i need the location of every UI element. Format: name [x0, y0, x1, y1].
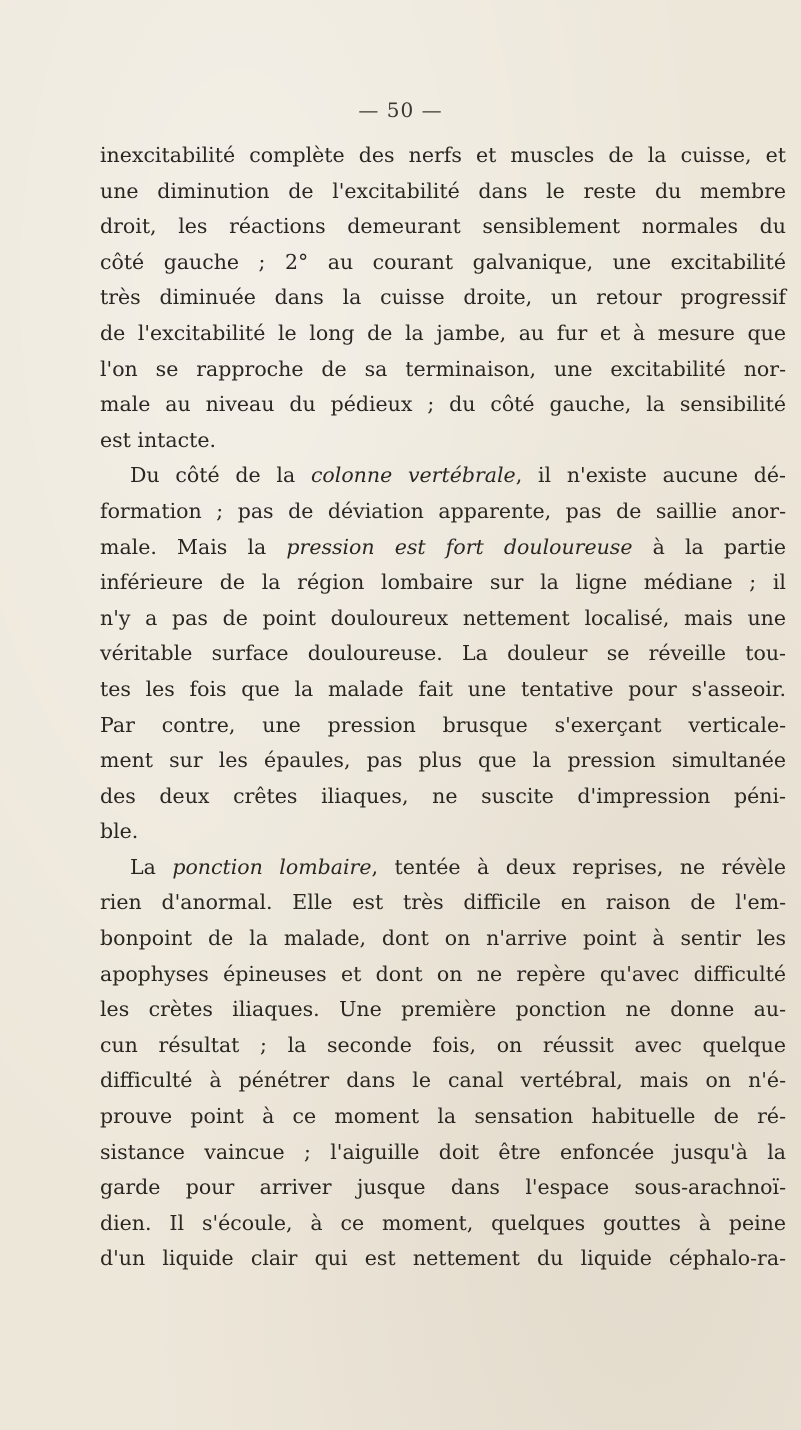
body-text — [100, 138, 786, 1277]
text-line — [100, 636, 786, 672]
text-line — [100, 1170, 786, 1206]
text-line — [100, 458, 786, 494]
text-run: formation ; pas de déviation apparente, pas de saillie anor- — [100, 498, 786, 523]
text-run: garde pour arriver jusque dans l'espace sous-arachnoï- — [100, 1175, 786, 1200]
text-line — [100, 245, 786, 281]
text-line — [100, 1135, 786, 1171]
text-line — [100, 779, 786, 815]
text-run: dien. Il s'écoule, à ce moment, quelques gouttes à peine — [100, 1210, 786, 1235]
text-line — [100, 280, 786, 316]
text-run: La — [130, 854, 173, 879]
text-run: Du côté de la — [130, 463, 311, 488]
text-run: male. Mais la — [100, 534, 287, 559]
text-run: Par contre, une pression brusque s'exerçant verticale- — [100, 712, 786, 737]
text-run: bonpoint de la malade, dont on n'arrive point à sentir les — [100, 926, 786, 951]
text-run: ment sur les épaules, pas plus que la pression simultanée — [100, 748, 786, 773]
text-line — [100, 1206, 786, 1242]
text-line — [100, 423, 786, 459]
text-run: male au niveau du pédieux ; du côté gauche, la sensibilité — [100, 392, 786, 417]
text-run: , tentée à deux reprises, ne révèle — [371, 854, 786, 879]
text-line — [100, 921, 786, 957]
text-run: une diminution de l'excitabilité dans le reste du membre — [100, 178, 786, 203]
text-line — [100, 1063, 786, 1099]
text-run: des deux crêtes iliaques, ne suscite d'impression péni- — [100, 783, 786, 808]
text-run: n'y a pas de point douloureux nettement localisé, mais une — [100, 605, 786, 630]
text-run: côté gauche ; 2° au courant galvanique, une excitabilité — [100, 249, 786, 274]
text-line — [100, 209, 786, 245]
text-run: droit, les réactions demeurant sensiblement normales du — [100, 214, 786, 239]
text-run: de l'excitabilité le long de la jambe, au fur et à mesure que — [100, 320, 786, 345]
text-run: très diminuée dans la cuisse droite, un retour progressif — [100, 285, 786, 310]
text-line — [100, 708, 786, 744]
italic-run: colonne vertébrale — [310, 463, 516, 488]
text-run: cun résultat ; la seconde fois, on réussit avec quelque — [100, 1032, 786, 1057]
text-run: sistance vaincue ; l'aiguille doit être enfoncée jusqu'à la — [100, 1139, 786, 1164]
text-line — [100, 316, 786, 352]
text-run: rien d'anormal. Elle est très difficile en raison de l'em- — [100, 890, 786, 915]
text-run: est intacte. — [100, 427, 216, 452]
text-line — [100, 957, 786, 993]
text-line — [100, 814, 786, 850]
text-line — [100, 885, 786, 921]
text-line — [100, 743, 786, 779]
text-line — [100, 352, 786, 388]
text-line — [100, 494, 786, 530]
text-run: véritable surface douloureuse. La douleur se réveille tou- — [100, 641, 786, 666]
text-line — [100, 672, 786, 708]
text-run: d'un liquide clair qui est nettement du liquide céphalo-ra- — [100, 1246, 786, 1271]
text-run: difficulté à pénétrer dans le canal vertébral, mais on n'é- — [100, 1068, 786, 1093]
text-run: , il n'existe aucune dé- — [515, 463, 786, 488]
text-run: inférieure de la région lombaire sur la ligne médiane ; il — [100, 570, 786, 595]
text-line — [100, 1099, 786, 1135]
text-line — [100, 530, 786, 566]
text-run: l'on se rapproche de sa terminaison, une excitabilité nor- — [100, 356, 786, 381]
text-line — [100, 992, 786, 1028]
text-line — [100, 850, 786, 886]
text-run: les crètes iliaques. Une première ponction ne donne au- — [100, 997, 786, 1022]
text-run: ble. — [100, 819, 139, 844]
text-line — [100, 601, 786, 637]
text-run: inexcitabilité complète des nerfs et muscles de la cuisse, et — [100, 143, 786, 167]
text-line — [100, 1028, 786, 1064]
text-run: apophyses épineuses et dont on ne repère qu'avec difficulté — [100, 961, 786, 986]
text-run: tes les fois que la malade fait une tentative pour s'asseoir. — [100, 676, 786, 701]
text-line — [100, 174, 786, 210]
italic-run: pression est fort douloureuse — [286, 534, 633, 559]
italic-run: ponction lombaire — [172, 854, 372, 879]
text-line — [100, 565, 786, 601]
text-line — [100, 387, 786, 423]
text-run: à la partie — [632, 534, 786, 559]
text-line — [100, 138, 786, 174]
text-run: prouve point à ce moment la sensation habituelle de ré- — [100, 1104, 786, 1129]
page-number: — 50 — — [358, 98, 443, 122]
text-line — [100, 1241, 786, 1277]
